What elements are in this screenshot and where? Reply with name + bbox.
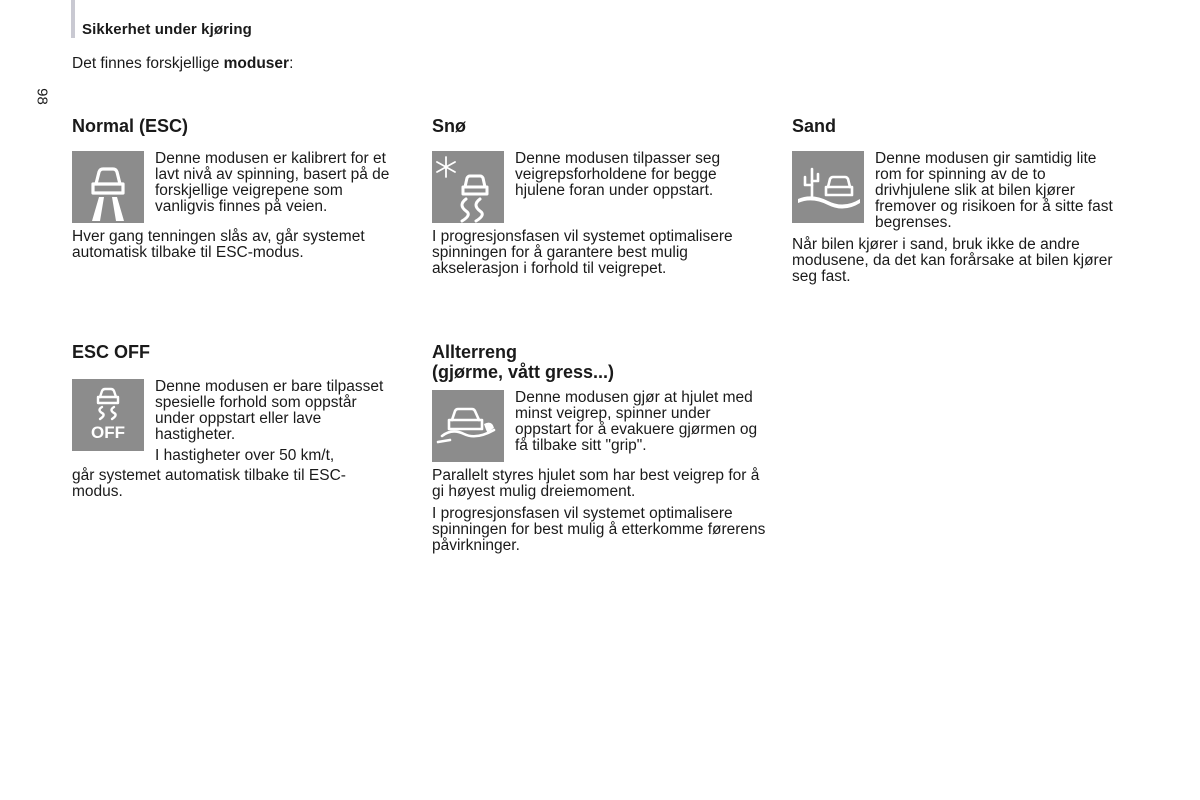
mode-esc-off-title: ESC OFF: [72, 342, 151, 362]
mode-normal-box-text: Denne modusen er kalibrert for et lavt nivå av spinning, basert på de forskjellige veigrepene som vanligvis finnes på veien.: [155, 150, 390, 215]
mode-esc-off-box: [155, 379, 400, 469]
mode-esc-off-paragraph: går systemet automatisk tilbake til ESC-modus.: [72, 467, 346, 500]
intro-suffix: :: [289, 55, 294, 72]
mode-all-terrain-paragraph-2: I progresjonsfasen vil systemet optimalisere spinningen for best mulig å etterkomme førerens påvirkninger.: [432, 505, 766, 554]
mode-esc-off-box-text-2: I hastigheter over 50 km/t,: [155, 447, 335, 464]
page-number: 98: [33, 88, 51, 105]
mud-car-icon: [432, 390, 504, 462]
mode-snow-paragraph: I progresjonsfasen vil systemet optimalisere spinningen for å garantere best mulig akselerasjon i forhold til veigrepet.: [432, 228, 733, 277]
mode-normal-section: [72, 116, 402, 261]
intro-prefix: Det finnes forskjellige: [72, 55, 224, 72]
intro-bold: moduser: [223, 55, 290, 72]
mode-esc-off-box-text: Denne modusen er bare tilpasset spesielle forhold som oppstår under oppstart eller lave hastigheter.: [155, 378, 384, 443]
mode-sand-section: [792, 116, 1122, 285]
mode-snow-title: Snø: [432, 116, 466, 136]
mode-snow-section: [432, 116, 762, 277]
mode-normal-paragraph: Hver gang tenningen slås av, går systemet automatisk tilbake til ESC-modus.: [72, 228, 365, 261]
mode-sand-paragraph: Når bilen kjører i sand, bruk ikke de andre modusene, da det kan forårsake at bilen kjører seg fast.: [792, 236, 1113, 285]
mode-sand-box-text: Denne modusen gir samtidig lite rom for spinning av de to drivhjulene slik at bilen kjører fremover og risikoen for å sitte fast begrenses.: [875, 150, 1113, 231]
mode-sand-title: Sand: [792, 116, 837, 136]
esc-off-icon: [72, 379, 144, 451]
mode-normal-title: Normal (ESC): [72, 116, 189, 136]
mode-all-terrain-section: [432, 342, 766, 554]
cactus-car-icon: [792, 151, 864, 223]
mode-esc-off-section: [72, 342, 402, 500]
mode-snow-box-text: Denne modusen tilpasser seg veigrepsforholdene for begge hjulene foran under oppstart.: [515, 150, 721, 199]
esc-off-icon-label: OFF: [91, 423, 125, 442]
section-title: Sikkerhet under kjøring: [82, 21, 252, 38]
mode-all-terrain-title-line1: Allterreng: [432, 342, 518, 362]
margin-rule: [71, 0, 75, 38]
intro-text: [72, 55, 293, 73]
mode-all-terrain-title-line2: (gjørme, vått gress...): [432, 362, 615, 382]
mode-all-terrain-paragraph-1: Parallelt styres hjulet som har best veigrep for å gi høyest mulig dreiemoment.: [432, 467, 760, 500]
mode-all-terrain-title: [432, 342, 762, 382]
road-car-icon: [72, 151, 144, 223]
mode-all-terrain-box-text: Denne modusen gjør at hjulet med minst veigrep, spinner under oppstart for å evakuere gjørmen og få tilbake sitt "grip".: [515, 389, 758, 454]
snowflake-car-icon: [432, 151, 504, 223]
